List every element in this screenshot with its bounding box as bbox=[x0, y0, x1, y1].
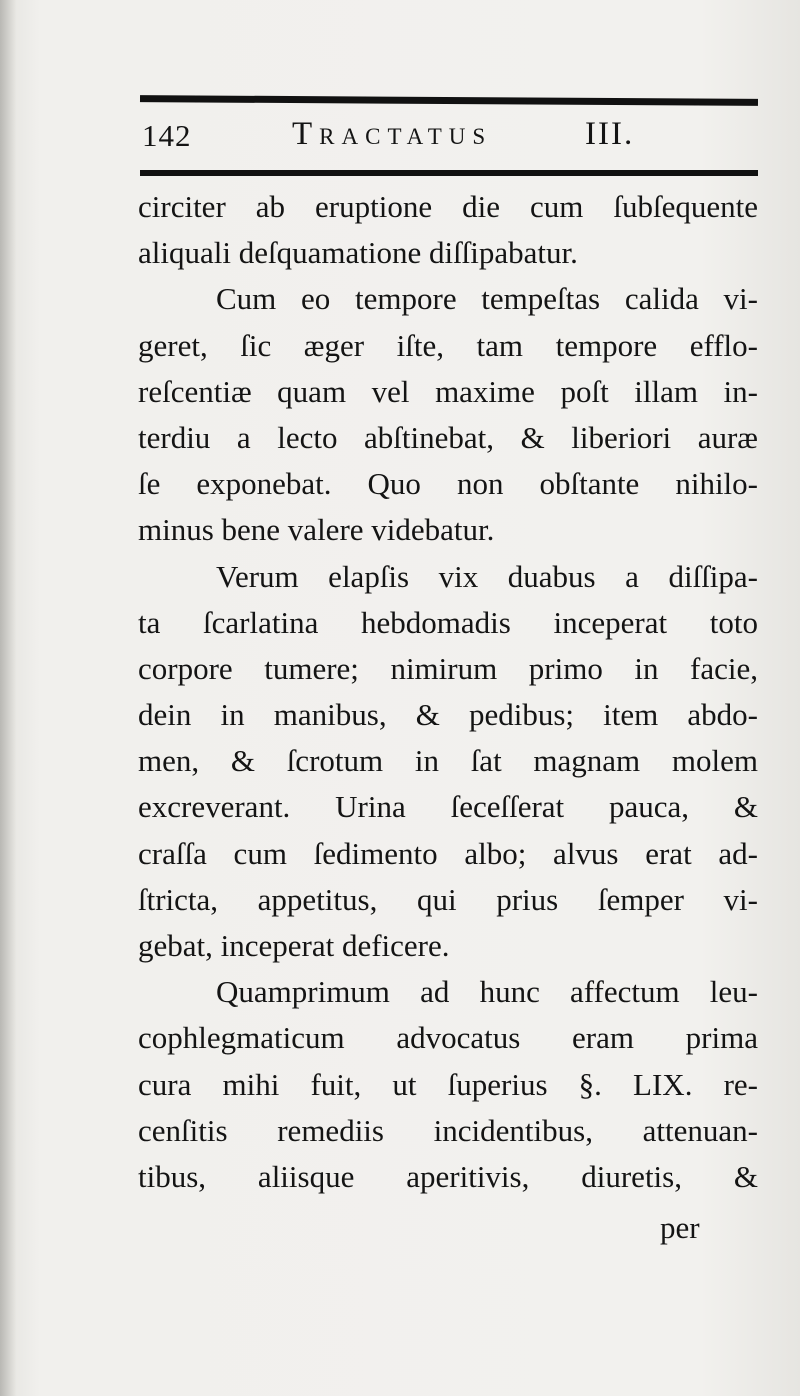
text-line: terdiu a lecto abſtinebat, & liberiori auræ bbox=[138, 419, 758, 455]
text-line: ſtricta, appetitus, qui prius ſemper vi- bbox=[138, 881, 758, 917]
text-line: men, & ſcrotum in ſat magnam molem bbox=[138, 743, 758, 779]
text-line: Verum elapſis vix duabus a diſſipa- bbox=[216, 558, 758, 594]
page-edge-shadow bbox=[0, 0, 16, 1396]
text-line: minus bene valere videbatur. bbox=[138, 512, 495, 548]
text-line: tibus, aliisque aperitivis, diuretis, & bbox=[138, 1158, 758, 1194]
text-line: ſe exponebat. Quo non obſtante nihilo- bbox=[138, 466, 758, 502]
text-line: excreverant. Urina ſeceſſerat pauca, & bbox=[138, 789, 758, 825]
text-line: craſſa cum ſedimento albo; alvus erat ad- bbox=[138, 835, 758, 871]
text-line: circiter ab eruptione die cum ſubſequente bbox=[138, 189, 758, 224]
body-text bbox=[138, 184, 758, 1200]
text-line: corpore tumere; nimirum primo in facie, bbox=[138, 650, 758, 686]
text-line: aliquali deſquamatione diſſipabatur. bbox=[138, 235, 578, 271]
running-head bbox=[140, 112, 758, 164]
text-line: cophlegmaticum advocatus eram prima bbox=[138, 1020, 758, 1056]
text-line: cura mihi fuit, ut ſuperius §. LIX. re- bbox=[138, 1066, 758, 1102]
header-part-number: III. bbox=[585, 116, 635, 152]
header-rule-bottom bbox=[140, 170, 758, 176]
page-number: 142 bbox=[142, 118, 192, 153]
text-line: cenſitis remediis incidentibus, attenuan- bbox=[138, 1112, 758, 1148]
text-line: gebat, inceperat deficere. bbox=[138, 928, 450, 963]
text-line: Cum eo tempore tempeſtas calida vi- bbox=[216, 281, 758, 317]
text-line: Quamprimum ad hunc affectum leu- bbox=[216, 974, 758, 1010]
catchword: per bbox=[660, 1210, 700, 1245]
text-line: dein in manibus, & pedibus; item abdo- bbox=[138, 697, 758, 733]
text-line: ta ſcarlatina hebdomadis inceperat toto bbox=[138, 604, 758, 640]
text-line: geret, ſic æger iſte, tam tempore efflo- bbox=[138, 327, 758, 363]
header-rule-top bbox=[140, 95, 758, 106]
text-line: reſcentiæ quam vel maxime poſt illam in- bbox=[138, 373, 758, 409]
header-title: Tractatus bbox=[292, 116, 493, 152]
